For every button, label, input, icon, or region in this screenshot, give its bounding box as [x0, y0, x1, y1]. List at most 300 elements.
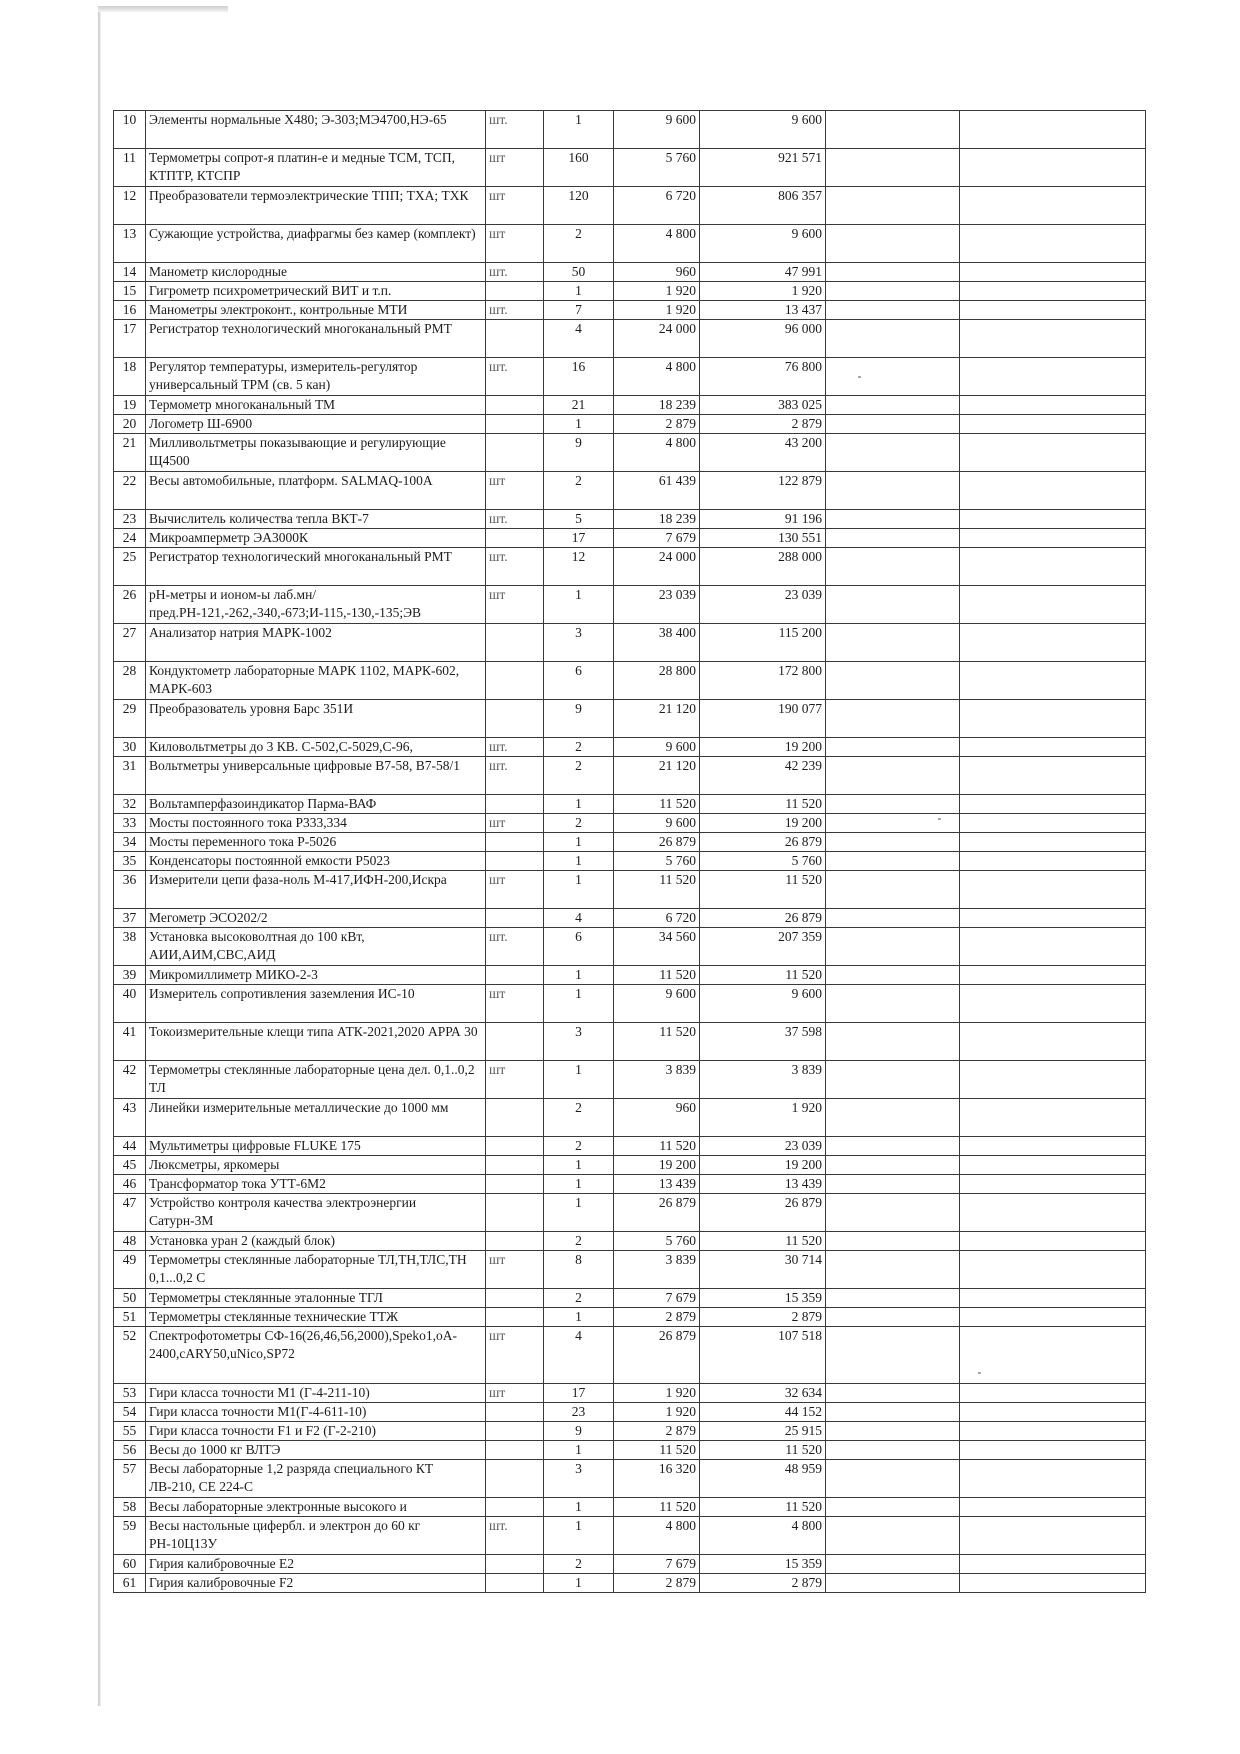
empty-cell — [826, 1194, 960, 1232]
unit-price: 28 800 — [614, 662, 700, 700]
quantity: 1 — [544, 1441, 614, 1460]
row-number: 36 — [114, 871, 146, 909]
empty-cell — [960, 1251, 1146, 1289]
table-row — [114, 1061, 1146, 1099]
empty-cell — [960, 282, 1146, 301]
quantity: 23 — [544, 1403, 614, 1422]
unit-of-measure — [486, 1555, 544, 1574]
item-name: Термометры сопрот-я платин-е и медные ТСМ, ТСП, КТПТР, КТСПР — [146, 149, 486, 187]
unit-price: 3 839 — [614, 1061, 700, 1099]
unit-price: 26 879 — [614, 1327, 700, 1384]
table-row — [114, 966, 1146, 985]
quantity: 1 — [544, 1194, 614, 1232]
total-amount: 2 879 — [700, 1574, 826, 1593]
empty-cell — [826, 1308, 960, 1327]
unit-price: 7 679 — [614, 1289, 700, 1308]
total-amount: 23 039 — [700, 1137, 826, 1156]
empty-cell — [960, 985, 1146, 1023]
total-amount: 19 200 — [700, 738, 826, 757]
empty-cell — [826, 662, 960, 700]
row-number: 21 — [114, 434, 146, 472]
quantity: 3 — [544, 1460, 614, 1498]
empty-cell — [960, 149, 1146, 187]
row-number: 48 — [114, 1232, 146, 1251]
empty-cell — [826, 1023, 960, 1061]
quantity: 4 — [544, 909, 614, 928]
quantity: 1 — [544, 1061, 614, 1099]
quantity: 16 — [544, 358, 614, 396]
quantity: 120 — [544, 187, 614, 225]
total-amount: 19 200 — [700, 1156, 826, 1175]
empty-cell — [960, 1175, 1146, 1194]
unit-of-measure: шт — [486, 1327, 544, 1384]
unit-price: 4 800 — [614, 358, 700, 396]
item-name: Сужающие устройства, диафрагмы без камер (комплект) — [146, 225, 486, 263]
unit-of-measure: шт — [486, 149, 544, 187]
unit-of-measure — [486, 320, 544, 358]
item-name: Весы до 1000 кг ВЛТЭ — [146, 1441, 486, 1460]
unit-price: 21 120 — [614, 757, 700, 795]
unit-of-measure: шт. — [486, 757, 544, 795]
unit-of-measure: шт — [486, 1061, 544, 1099]
empty-cell — [826, 928, 960, 966]
item-name: Весы лабораторные 1,2 разряда специального КТ ЛВ-210, СЕ 224-С — [146, 1460, 486, 1498]
quantity: 4 — [544, 1327, 614, 1384]
unit-price: 24 000 — [614, 320, 700, 358]
empty-cell — [826, 415, 960, 434]
row-number: 45 — [114, 1156, 146, 1175]
total-amount: 25 915 — [700, 1422, 826, 1441]
total-amount: 9 600 — [700, 985, 826, 1023]
row-number: 16 — [114, 301, 146, 320]
empty-cell — [960, 1517, 1146, 1555]
table-row — [114, 738, 1146, 757]
item-name: Люксметры, яркомеры — [146, 1156, 486, 1175]
empty-cell — [826, 624, 960, 662]
total-amount: 122 879 — [700, 472, 826, 510]
table-row — [114, 1232, 1146, 1251]
row-number: 11 — [114, 149, 146, 187]
quantity: 2 — [544, 1289, 614, 1308]
empty-cell — [960, 548, 1146, 586]
row-number: 17 — [114, 320, 146, 358]
quantity: 50 — [544, 263, 614, 282]
quantity: 1 — [544, 1156, 614, 1175]
empty-cell — [960, 1289, 1146, 1308]
unit-of-measure — [486, 1156, 544, 1175]
item-name: Логометр Ш-6900 — [146, 415, 486, 434]
quantity: 1 — [544, 871, 614, 909]
table-row — [114, 871, 1146, 909]
empty-cell — [826, 1403, 960, 1422]
row-number: 12 — [114, 187, 146, 225]
quantity: 2 — [544, 225, 614, 263]
empty-cell — [960, 320, 1146, 358]
empty-cell — [960, 434, 1146, 472]
total-amount: 288 000 — [700, 548, 826, 586]
unit-price: 11 520 — [614, 1137, 700, 1156]
total-amount: 1 920 — [700, 282, 826, 301]
table-row — [114, 548, 1146, 586]
empty-cell — [826, 187, 960, 225]
unit-of-measure — [486, 529, 544, 548]
empty-cell — [960, 1308, 1146, 1327]
total-amount: 3 839 — [700, 1061, 826, 1099]
empty-cell — [960, 1403, 1146, 1422]
empty-cell — [826, 301, 960, 320]
empty-cell — [960, 1156, 1146, 1175]
unit-price: 24 000 — [614, 548, 700, 586]
row-number: 26 — [114, 586, 146, 624]
item-name: Элементы нормальные Х480; Э-303;МЭ4700,НЭ-65 — [146, 111, 486, 149]
total-amount: 42 239 — [700, 757, 826, 795]
unit-of-measure: шт. — [486, 548, 544, 586]
total-amount: 1 920 — [700, 1099, 826, 1137]
unit-of-measure — [486, 1403, 544, 1422]
row-number: 33 — [114, 814, 146, 833]
item-name: Конденсаторы постоянной емкости Р5023 — [146, 852, 486, 871]
row-number: 50 — [114, 1289, 146, 1308]
item-name: Мегометр ЭСО202/2 — [146, 909, 486, 928]
total-amount: 26 879 — [700, 833, 826, 852]
unit-of-measure: шт — [486, 1384, 544, 1403]
total-amount: 37 598 — [700, 1023, 826, 1061]
quantity: 1 — [544, 833, 614, 852]
quantity: 1 — [544, 1498, 614, 1517]
empty-cell — [826, 985, 960, 1023]
table-row — [114, 1517, 1146, 1555]
empty-cell — [826, 1232, 960, 1251]
unit-of-measure: шт. — [486, 928, 544, 966]
table-row — [114, 909, 1146, 928]
unit-of-measure — [486, 1137, 544, 1156]
item-name: Преобразователь уровня Барс 351И — [146, 700, 486, 738]
total-amount: 15 359 — [700, 1289, 826, 1308]
empty-cell — [826, 1289, 960, 1308]
row-number: 60 — [114, 1555, 146, 1574]
item-name: Весы лабораторные электронные высокого и — [146, 1498, 486, 1517]
empty-cell — [960, 529, 1146, 548]
unit-price: 5 760 — [614, 149, 700, 187]
row-number: 44 — [114, 1137, 146, 1156]
quantity: 1 — [544, 586, 614, 624]
empty-cell — [960, 263, 1146, 282]
table-row — [114, 700, 1146, 738]
row-number: 46 — [114, 1175, 146, 1194]
unit-price: 7 679 — [614, 1555, 700, 1574]
item-name: Гири класса точности М1(Г-4-611-10) — [146, 1403, 486, 1422]
total-amount: 11 520 — [700, 871, 826, 909]
total-amount: 11 520 — [700, 795, 826, 814]
table-row — [114, 187, 1146, 225]
unit-price: 61 439 — [614, 472, 700, 510]
unit-of-measure: шт — [486, 985, 544, 1023]
empty-cell — [826, 1099, 960, 1137]
empty-cell — [960, 757, 1146, 795]
total-amount: 115 200 — [700, 624, 826, 662]
item-name: Манометры электроконт., контрольные МТИ — [146, 301, 486, 320]
unit-of-measure — [486, 966, 544, 985]
item-name: Вольтметры универсальные цифровые В7-58, В7-58/1 — [146, 757, 486, 795]
empty-cell — [960, 1099, 1146, 1137]
table-row — [114, 358, 1146, 396]
unit-price: 1 920 — [614, 301, 700, 320]
unit-of-measure — [486, 624, 544, 662]
unit-price: 2 879 — [614, 1422, 700, 1441]
row-number: 22 — [114, 472, 146, 510]
empty-cell — [826, 1327, 960, 1384]
table-row — [114, 1308, 1146, 1327]
total-amount: 806 357 — [700, 187, 826, 225]
table-row — [114, 1023, 1146, 1061]
item-name: Мосты постоянного тока Р333,334 — [146, 814, 486, 833]
item-name: Регулятор температуры, измеритель-регулятор универсальный ТРМ (св. 5 кан) — [146, 358, 486, 396]
empty-cell — [960, 1460, 1146, 1498]
empty-cell — [826, 1175, 960, 1194]
empty-cell — [826, 358, 960, 396]
unit-of-measure — [486, 1498, 544, 1517]
quantity: 2 — [544, 814, 614, 833]
quantity: 1 — [544, 1175, 614, 1194]
quantity: 2 — [544, 1099, 614, 1137]
unit-price: 6 720 — [614, 909, 700, 928]
row-number: 53 — [114, 1384, 146, 1403]
item-name: Гигрометр психрометрический ВИТ и т.п. — [146, 282, 486, 301]
table-row — [114, 1251, 1146, 1289]
total-amount: 9 600 — [700, 111, 826, 149]
unit-price: 18 239 — [614, 396, 700, 415]
empty-cell — [960, 871, 1146, 909]
unit-of-measure: шт. — [486, 738, 544, 757]
quantity: 9 — [544, 1422, 614, 1441]
total-amount: 11 520 — [700, 1441, 826, 1460]
unit-of-measure — [486, 1023, 544, 1061]
empty-cell — [826, 1460, 960, 1498]
row-number: 34 — [114, 833, 146, 852]
empty-cell — [960, 1327, 1146, 1384]
quantity: 2 — [544, 1555, 614, 1574]
row-number: 43 — [114, 1099, 146, 1137]
quantity: 9 — [544, 434, 614, 472]
unit-of-measure — [486, 1422, 544, 1441]
row-number: 27 — [114, 624, 146, 662]
empty-cell — [960, 1555, 1146, 1574]
table-row — [114, 282, 1146, 301]
empty-cell — [826, 814, 960, 833]
table-row — [114, 795, 1146, 814]
table-row — [114, 624, 1146, 662]
item-name: Установка высоковолтная до 100 кВт, АИИ,АИМ,СВС,АИД — [146, 928, 486, 966]
item-name: Спектрофотометры СФ-16(26,46,56,2000),Speko1,oA-2400,cARY50,uNico,SP72 — [146, 1327, 486, 1384]
empty-cell — [960, 624, 1146, 662]
unit-of-measure — [486, 415, 544, 434]
row-number: 57 — [114, 1460, 146, 1498]
empty-cell — [826, 510, 960, 529]
item-name: Термометры стеклянные эталонные ТГЛ — [146, 1289, 486, 1308]
empty-cell — [826, 548, 960, 586]
empty-cell — [826, 1555, 960, 1574]
total-amount: 172 800 — [700, 662, 826, 700]
quantity: 9 — [544, 700, 614, 738]
unit-price: 18 239 — [614, 510, 700, 529]
total-amount: 15 359 — [700, 1555, 826, 1574]
table-row — [114, 1137, 1146, 1156]
empty-cell — [960, 700, 1146, 738]
row-number: 25 — [114, 548, 146, 586]
quantity: 2 — [544, 472, 614, 510]
total-amount: 13 437 — [700, 301, 826, 320]
row-number: 29 — [114, 700, 146, 738]
empty-cell — [826, 434, 960, 472]
quantity: 1 — [544, 852, 614, 871]
table-row — [114, 1156, 1146, 1175]
unit-price: 9 600 — [614, 814, 700, 833]
quantity: 3 — [544, 1023, 614, 1061]
quantity: 1 — [544, 1517, 614, 1555]
unit-of-measure — [486, 282, 544, 301]
total-amount: 921 571 — [700, 149, 826, 187]
unit-price: 16 320 — [614, 1460, 700, 1498]
table-row — [114, 111, 1146, 149]
unit-of-measure — [486, 1460, 544, 1498]
unit-price: 23 039 — [614, 586, 700, 624]
total-amount: 48 959 — [700, 1460, 826, 1498]
table-row — [114, 1289, 1146, 1308]
table-row — [114, 928, 1146, 966]
empty-cell — [960, 415, 1146, 434]
empty-cell — [960, 928, 1146, 966]
unit-of-measure: шт — [486, 1251, 544, 1289]
empty-cell — [826, 529, 960, 548]
empty-cell — [960, 1194, 1146, 1232]
unit-of-measure — [486, 662, 544, 700]
total-amount: 44 152 — [700, 1403, 826, 1422]
row-number: 61 — [114, 1574, 146, 1593]
row-number: 37 — [114, 909, 146, 928]
unit-price: 960 — [614, 1099, 700, 1137]
empty-cell — [960, 396, 1146, 415]
unit-price: 2 879 — [614, 415, 700, 434]
item-name: Преобразователи термоэлектрические ТПП; ТХА; ТХК — [146, 187, 486, 225]
table-row — [114, 510, 1146, 529]
empty-cell — [826, 1517, 960, 1555]
table-row — [114, 852, 1146, 871]
item-name: Микроамперметр ЭА3000К — [146, 529, 486, 548]
item-name: Трансформатор тока УТТ-6М2 — [146, 1175, 486, 1194]
row-number: 19 — [114, 396, 146, 415]
table-row — [114, 301, 1146, 320]
unit-price: 26 879 — [614, 833, 700, 852]
empty-cell — [826, 1574, 960, 1593]
unit-of-measure — [486, 434, 544, 472]
unit-of-measure — [486, 1194, 544, 1232]
equipment-price-table — [113, 110, 1146, 1593]
quantity: 1 — [544, 1574, 614, 1593]
row-number: 20 — [114, 415, 146, 434]
table-row — [114, 472, 1146, 510]
unit-price: 11 520 — [614, 1498, 700, 1517]
quantity: 1 — [544, 966, 614, 985]
table-row — [114, 1574, 1146, 1593]
unit-price: 9 600 — [614, 111, 700, 149]
unit-of-measure — [486, 700, 544, 738]
unit-of-measure: шт. — [486, 358, 544, 396]
unit-price: 11 520 — [614, 966, 700, 985]
unit-of-measure — [486, 852, 544, 871]
unit-price: 38 400 — [614, 624, 700, 662]
unit-price: 3 839 — [614, 1251, 700, 1289]
row-number: 32 — [114, 795, 146, 814]
item-name: pH-метры и ионом-ы лаб.мн/пред.РН-121,-262,-340,-673;И-115,-130,-135;ЭВ — [146, 586, 486, 624]
quantity: 1 — [544, 985, 614, 1023]
table-row — [114, 396, 1146, 415]
row-number: 10 — [114, 111, 146, 149]
row-number: 40 — [114, 985, 146, 1023]
empty-cell — [960, 1061, 1146, 1099]
unit-of-measure — [486, 1289, 544, 1308]
unit-of-measure: шт. — [486, 301, 544, 320]
unit-price: 2 879 — [614, 1574, 700, 1593]
quantity: 2 — [544, 1137, 614, 1156]
empty-cell — [826, 1441, 960, 1460]
empty-cell — [960, 510, 1146, 529]
unit-price: 11 520 — [614, 1023, 700, 1061]
quantity: 2 — [544, 738, 614, 757]
empty-cell — [826, 586, 960, 624]
empty-cell — [960, 738, 1146, 757]
unit-price: 11 520 — [614, 871, 700, 909]
table-row — [114, 1194, 1146, 1232]
item-name: Регистратор технологический многоканальный РМТ — [146, 320, 486, 358]
item-name: Мосты переменного тока Р-5026 — [146, 833, 486, 852]
total-amount: 32 634 — [700, 1384, 826, 1403]
unit-price: 34 560 — [614, 928, 700, 966]
unit-price: 5 760 — [614, 852, 700, 871]
quantity: 1 — [544, 282, 614, 301]
quantity: 21 — [544, 396, 614, 415]
item-name: Манометр кислородные — [146, 263, 486, 282]
empty-cell — [826, 852, 960, 871]
unit-of-measure — [486, 1574, 544, 1593]
item-name: Термометры стеклянные технические ТТЖ — [146, 1308, 486, 1327]
empty-cell — [960, 1441, 1146, 1460]
table-row — [114, 833, 1146, 852]
quantity: 1 — [544, 1308, 614, 1327]
item-name: Гирия калибровочные Е2 — [146, 1555, 486, 1574]
unit-price: 11 520 — [614, 795, 700, 814]
quantity: 1 — [544, 415, 614, 434]
row-number: 55 — [114, 1422, 146, 1441]
item-name: Термометры стеклянные лабораторные ТЛ,ТН,ТЛС,ТН 0,1...0,2 С — [146, 1251, 486, 1289]
table-row — [114, 415, 1146, 434]
table-row — [114, 1422, 1146, 1441]
empty-cell — [826, 1137, 960, 1156]
row-number: 59 — [114, 1517, 146, 1555]
row-number: 15 — [114, 282, 146, 301]
item-name: Вольтамперфазоиндикатор Парма-ВАФ — [146, 795, 486, 814]
row-number: 41 — [114, 1023, 146, 1061]
table-body — [114, 111, 1146, 1593]
item-name: Регистратор технологический многоканальный РМТ — [146, 548, 486, 586]
row-number: 58 — [114, 1498, 146, 1517]
table-row — [114, 434, 1146, 472]
total-amount: 13 439 — [700, 1175, 826, 1194]
empty-cell — [826, 1384, 960, 1403]
table-row — [114, 225, 1146, 263]
item-name: Милливольтметры показывающие и регулирующие Щ4500 — [146, 434, 486, 472]
empty-cell — [960, 795, 1146, 814]
empty-cell — [960, 358, 1146, 396]
